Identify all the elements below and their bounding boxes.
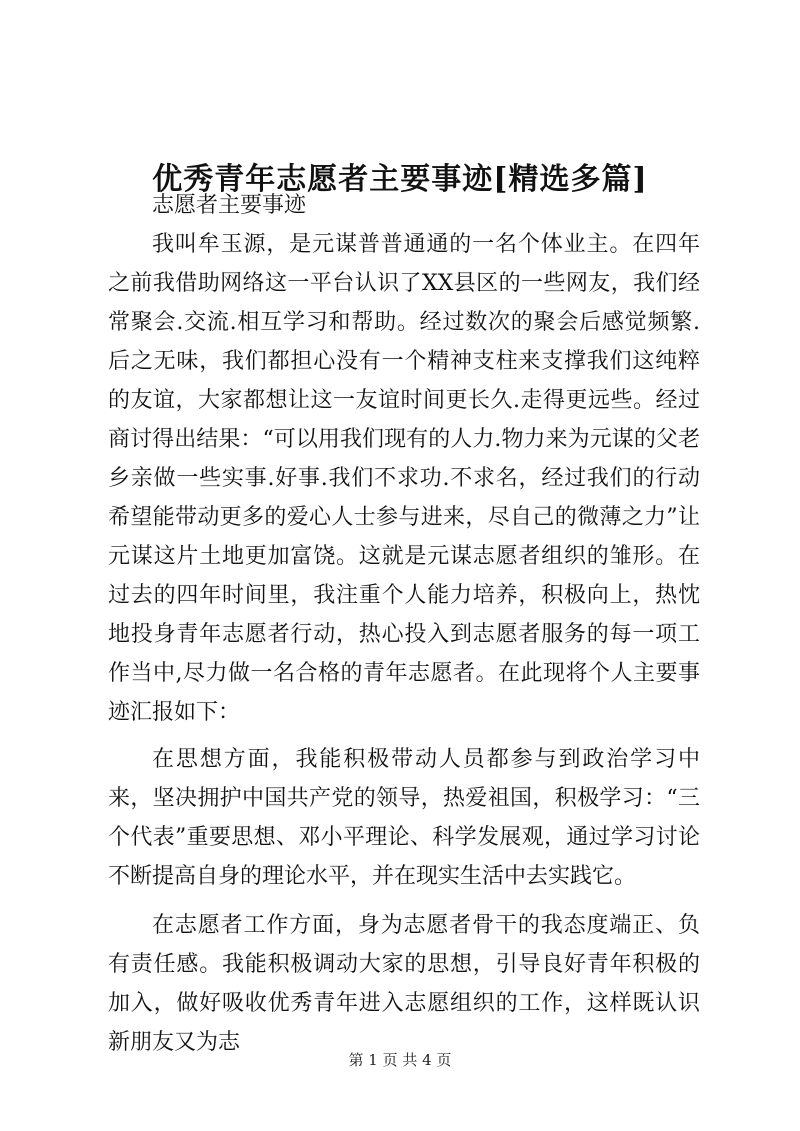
page-number-footer: 第 1 页 共 4 页 [348,1051,452,1069]
paragraph-volunteer-work: 在志愿者工作方面，身为志愿者骨干的我态度端正、负有责任感。我能积极调动大家的思想，引导良好青年积极的加入，做好吸收优秀青年进入志愿组织的工作，这样既认识新朋友又为志 [108,913,700,1055]
section-heading: 志愿者主要事迹 [152,193,307,218]
document-body [108,186,700,1062]
paragraph-ideology: 在思想方面，我能积极带动人员都参与到政治学习中来，坚决拥护中国共产党的领导，热爱祖国，积极学习：“三个代表”重要思想、邓小平理论、科学发展观，通过学习讨论不断提高自身的理论水平，并在现实生活中去实践它。 [108,747,700,889]
document-title: 优秀青年志愿者主要事迹[精选多篇] [152,162,648,198]
paragraph-introduction: 我叫牟玉源，是元谋普普通通的一名个体业主。在四年之前我借助网络这一平台认识了XX县区的一些网友，我们经常聚会.交流.相互学习和帮助。经过数次的聚会后感觉频繁.后之无味，我们都担心没有一个精神支柱来支撑我们这纯粹的友谊，大家都想让这一友谊时间更长久.走得更远些。经过商讨得出结果：“可以用我们现有的人力.物力来为元谋的父老乡亲做一些实事.好事.我们不求功.不求名，经过我们的行动希望能带动更多的爱心人士参与进来，尽自己的微薄之力”让元谋这片土地更加富饶。这就是元谋志愿者组织的雏形。在过去的四年时间里，我注重个人能力培养，积极向上，热忱地投身青年志愿者行动，热心投入到志愿者服务的每一项工作当中,尽力做一名合格的青年志愿者。在此现将个人主要事迹汇报如下： [108,232,700,725]
